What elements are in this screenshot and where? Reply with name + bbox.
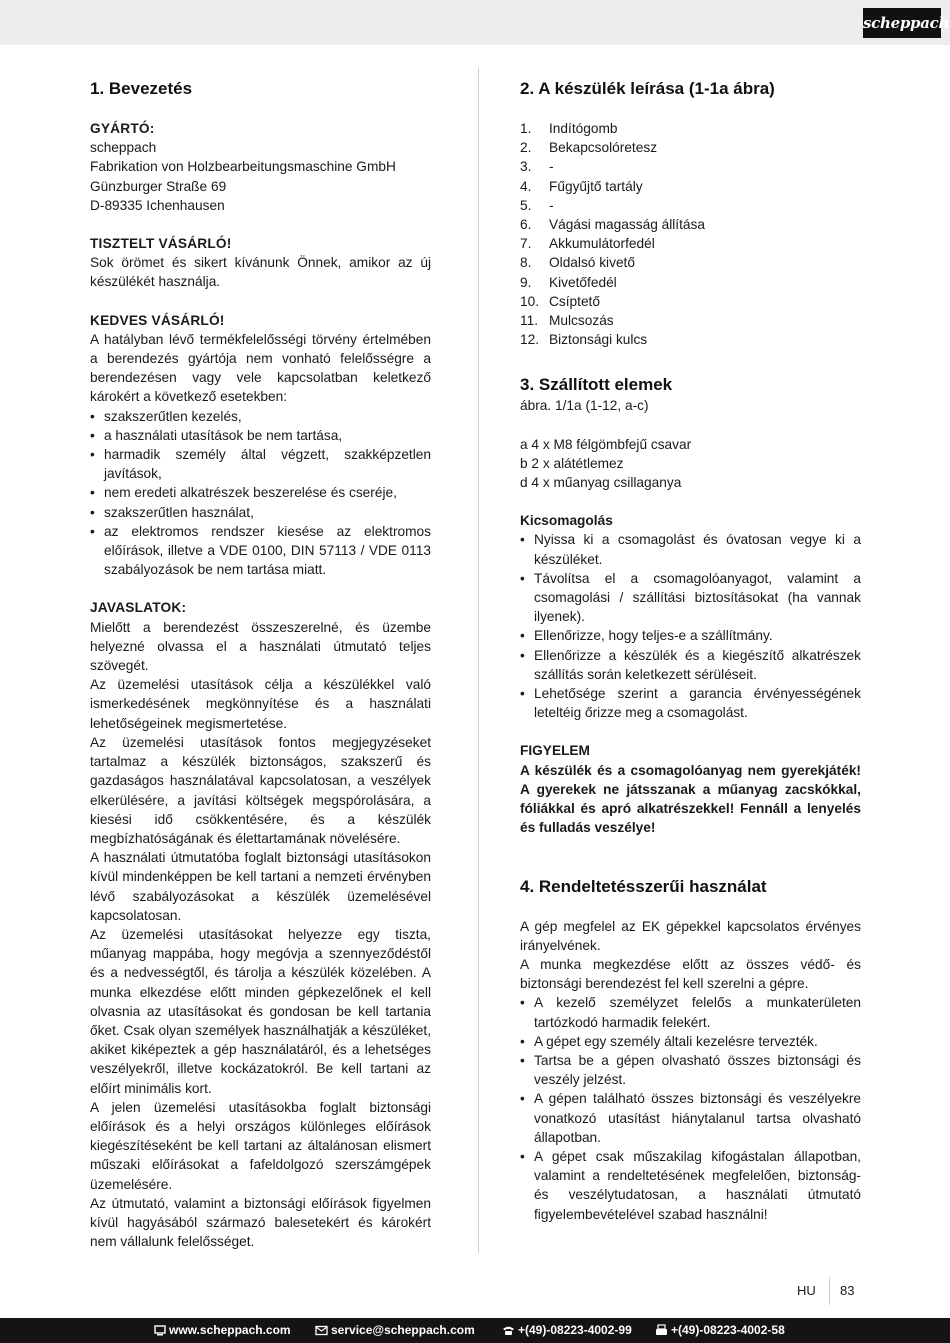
- manufacturer-address: [90, 138, 431, 215]
- intended-use: [520, 917, 861, 994]
- part-item: [520, 253, 861, 272]
- manufacturer-label: GYÁRTÓ:: [90, 121, 155, 136]
- part-label: Bekapcsolóretesz: [549, 140, 658, 156]
- part-number: 7.: [520, 236, 532, 252]
- section-3-subtitle: ábra. 1/1a (1-12, a-c): [520, 398, 649, 414]
- list-item: • A gépen található összes biztonsági és veszélyekre vonatkozó utasítást hiánytalanul tartsa olvasható állapotban.: [520, 1089, 861, 1147]
- part-number: 3.: [520, 159, 532, 175]
- part-number: 10.: [520, 293, 540, 309]
- supplied-items: [520, 435, 861, 493]
- footer-fax: [655, 1318, 785, 1343]
- phone-icon: [502, 1325, 515, 1336]
- manufacturer-line: Fabrikation von Holzbearbeitungsmaschine GmbH: [90, 159, 396, 175]
- footer-web: [154, 1318, 291, 1343]
- intended-use-list: [520, 993, 861, 1223]
- list-item: • a használati utasítások be nem tartása,: [90, 426, 431, 445]
- part-label: Kivetőfedél: [549, 274, 617, 290]
- liability-list: [90, 407, 431, 580]
- warning-label: FIGYELEM: [520, 743, 590, 759]
- list-item: • Tartsa be a gépen olvasható összes biztonsági és veszély jelzést.: [520, 1051, 861, 1089]
- advice-label: JAVASLATOK:: [90, 600, 187, 616]
- manufacturer-line: Günzburger Straße 69: [90, 178, 227, 194]
- part-item: [520, 234, 861, 253]
- advice-paragraph: Az üzemelési utasításokat helyezze egy tiszta, műanyag mappába, hogy megóvja a szennyeződéstől és a nedvességtől, és tárolja a készülék közelében. A munka elkezdése előtt minden gépkezelőnek el kell olvasnia az utasításokat és gondosan be kell tartania őket. Csak olyan személyek használhatják a készüléket, akiket kiképeztek a gép használatáról, és a lehetséges veszélyekről, illetve kockázatokról. Be kell tartani az előírt minimális kort.: [90, 926, 431, 1096]
- part-item: [520, 311, 861, 330]
- part-item: [520, 138, 861, 157]
- part-item: [520, 292, 861, 311]
- manufacturer-line: D-89335 Ichenhausen: [90, 197, 225, 213]
- right-column: [520, 78, 861, 1224]
- website-link[interactable]: www.scheppach.com: [169, 1323, 291, 1337]
- advice-paragraph: Mielőtt a berendezést összeszerelné, és üzembe helyezné olvassa el a használati útmutató teljes szövegét.: [90, 619, 431, 674]
- footer-phone: [502, 1318, 632, 1343]
- scheppach-logo: scheppach: [863, 8, 941, 38]
- part-label: -: [549, 197, 554, 213]
- part-item: [520, 119, 861, 138]
- manufacturer-line: scheppach: [90, 140, 157, 156]
- part-number: 11.: [520, 313, 539, 329]
- phone-number[interactable]: +(49)-08223-4002-99: [518, 1323, 632, 1337]
- section-4-title: 4. Rendeltetésszerűi használat: [520, 876, 767, 896]
- header-bar: [0, 0, 950, 45]
- list-item: • Nyissa ki a csomagolást és óvatosan vegye ki a készüléket.: [520, 530, 861, 568]
- part-number: 6.: [520, 217, 532, 233]
- part-label: Vágási magasság állítása: [549, 217, 705, 233]
- part-label: Akkumulátorfedél: [549, 236, 655, 252]
- advice-paragraph: Az üzemelési utasítások fontos megjegyzéseket tartalmaz a készülék biztonságos, szakszerű és gazdaságos használatával kapcsolatosan, a veszélyek elkerülésére, a javítási költségek megspórolására, a kiesési idő csökkentésére, és a készülék megbízhatóságának és élettartamának növelésére.: [90, 734, 431, 846]
- list-item: • szakszerűtlen használat,: [90, 503, 431, 522]
- language-code: HU: [797, 1283, 816, 1298]
- part-label: Biztonsági kulcs: [549, 332, 648, 348]
- supplied-item: d 4 x műanyag csillaganya: [520, 475, 682, 491]
- part-number: 4.: [520, 178, 532, 194]
- page-separator: [829, 1277, 830, 1305]
- footer-email: [315, 1318, 475, 1343]
- intended-use-paragraph: A gép megfelel az EK gépekkel kapcsolatos érvényes irányelvének.: [520, 918, 861, 953]
- dear-customer-text: Sok örömet és sikert kívánunk Önnek, amikor az új készülékét használja.: [90, 255, 431, 290]
- list-item: • A gépet csak műszakilag kifogástalan állapotban, valamint a rendeltetésének megfelelően, biztonság- és veszélytudatosan, a használati útmutató figyelembevételével szabad használni!: [520, 1147, 861, 1224]
- part-number: 9.: [520, 274, 532, 290]
- list-item: • A kezelő személyzet felelős a munkaterületen tartózkodó harmadik felekért.: [520, 993, 861, 1031]
- part-item: [520, 330, 861, 349]
- list-item: • Ellenőrizze a készülék és a kiegészítő alkatrészek szállítás során keletkezett sérüléseit.: [520, 646, 861, 684]
- part-item: [520, 273, 861, 292]
- parts-list: [520, 119, 861, 349]
- part-label: -: [549, 159, 554, 175]
- unpacking-list: [520, 530, 861, 722]
- section-3-title: 3. Szállított elemek: [520, 375, 673, 395]
- fax-number[interactable]: +(49)-08223-4002-58: [671, 1323, 785, 1337]
- kedves-text: A hatályban lévő termékfelelősségi törvény értelmében a berendezés gyártója nem vonható felelősségre a berendezésen vagy vele kapcsolatban keletkező károkért a következő esetekben:: [90, 331, 431, 405]
- dear-customer-label: TISZTELT VÁSÁRLÓ!: [90, 236, 232, 252]
- advice-paragraph: A használati útmutatóba foglalt biztonsági utasításokon kívül mindenképpen be kell tartani a nemzeti érvényben lévő szabályozásokat a készülék üzemelésével kapcsolatosan.: [90, 850, 431, 923]
- list-item: • Ellenőrizze, hogy teljes-e a szállítmány.: [520, 626, 861, 645]
- list-item: • az elektromos rendszer kiesése az elektromos előírások, illetve a VDE 0100, DIN 57113 / VDE 0113 szabályozások be nem tartása miatt.: [90, 522, 431, 580]
- part-number: 5.: [520, 197, 532, 213]
- warning-text: A készülék és a csomagolóanyag nem gyerekjáték! A gyerekek ne játsszanak a műanyag zacskókkal, fóliákkal és apró alkatrészekkel! Fennáll a lenyelés és fulladás veszélye!: [520, 762, 861, 836]
- part-item: [520, 177, 861, 196]
- part-item: [520, 215, 861, 234]
- email-link[interactable]: service@scheppach.com: [331, 1323, 475, 1337]
- footer-bar: [0, 1318, 950, 1343]
- supplied-item: a 4 x M8 félgömbfejű csavar: [520, 436, 692, 452]
- part-label: Oldalsó kivető: [549, 255, 635, 271]
- part-label: Fűgyűjtő tartály: [549, 178, 643, 194]
- advice-paragraph: Az üzemelési utasítások célja a készülékkel való ismerkedésének megkönnyítése és a használati lehetőségeinek megismertetése.: [90, 677, 431, 731]
- kedves-label: KEDVES VÁSÁRLÓ!: [90, 312, 225, 328]
- part-item: [520, 157, 861, 176]
- list-item: • Lehetősége szerint a garancia érvényességének leteltéig őrizze meg a csomagolást.: [520, 684, 861, 722]
- section-1-title: 1. Bevezetés: [90, 79, 193, 98]
- intended-use-paragraph: A munka megkezdése előtt az összes védő- és biztonsági berendezést fel kell szerelni a gépre.: [520, 956, 861, 992]
- left-column: [90, 78, 431, 1251]
- part-item: [520, 196, 861, 215]
- monitor-icon: [154, 1325, 166, 1336]
- part-number: 2.: [520, 140, 532, 156]
- part-number: 1.: [520, 121, 532, 136]
- list-item: • harmadik személy által végzett, szakképzetlen javítások,: [90, 445, 431, 483]
- list-item: • Távolítsa el a csomagolóanyagot, valamint a csomagolási / szállítási biztosításokat (ha vannak ilyenek).: [520, 569, 861, 627]
- list-item: • A gépet egy személy általi kezelésre tervezték.: [520, 1032, 861, 1051]
- part-label: Mulcsozás: [549, 313, 614, 329]
- advice-paragraph: Az útmutató, valamint a biztonsági előírások figyelmen kívül hagyásából származó balesetekért és károkért nem vállalunk felelősséget.: [90, 1195, 431, 1250]
- list-item: • szakszerűtlen kezelés,: [90, 407, 431, 426]
- part-label: Indítógomb: [549, 121, 618, 136]
- unpacking-label: Kicsomagolás: [520, 513, 613, 529]
- part-label: Csíptető: [549, 293, 600, 309]
- supplied-item: b 2 x alátétlemez: [520, 455, 624, 471]
- fax-icon: [655, 1324, 668, 1336]
- page-number: 83: [840, 1283, 855, 1298]
- list-item: • nem eredeti alkatrészek beszerelése és cseréje,: [90, 483, 431, 502]
- advice-paragraph: A jelen üzemelési utasításokba foglalt biztonsági előírások és a helyi országos különleges előírások kiegészítéseként be kell tartani az általánosan elismert műszaki előírásokat a fafeldolgozó szerszámgépek üzemelésére.: [90, 1099, 431, 1192]
- part-number: 8.: [520, 255, 532, 271]
- column-divider: [478, 68, 479, 1253]
- section-2-title: 2. A készülék leírása (1-1a ábra): [520, 79, 775, 98]
- part-number: 12.: [520, 332, 540, 348]
- envelope-icon: [315, 1325, 328, 1336]
